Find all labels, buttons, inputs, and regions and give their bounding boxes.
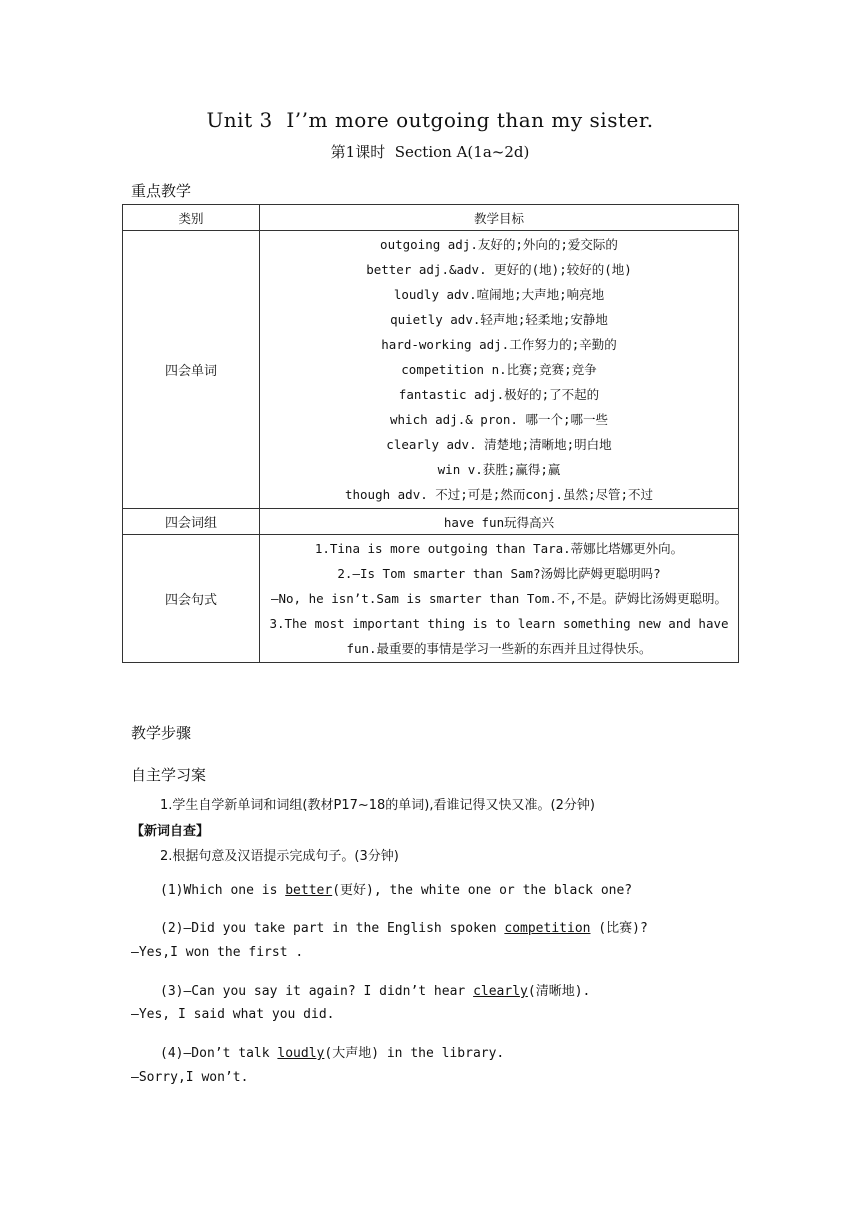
answer-blank: competition: [504, 921, 591, 936]
answer-blank: better: [285, 883, 333, 898]
sentence-item: —No, he isn’t.Sam is smarter than Tom.不,不是。萨姆比汤姆更聪明。: [270, 591, 727, 606]
sentence-item: 1.Tina is more outgoing than Tara.蒂娜比塔娜更外向。: [314, 541, 684, 556]
exercise-3-reply: —Yes, I said what you did.: [131, 1007, 335, 1022]
word-item: competition n.比赛;竞赛;竞争: [401, 362, 597, 377]
exercise-2: [160, 917, 648, 936]
phrases-value: have fun玩得高兴: [260, 509, 739, 535]
word-item: fantastic adj.极好的;了不起的: [398, 387, 600, 402]
word-item: loudly adv.喧闹地;大声地;响亮地: [393, 287, 605, 302]
word-item: win v.获胜;赢得;赢: [437, 462, 561, 477]
exercise-2-reply: —Yes,I won the first .: [131, 945, 304, 960]
words-row: [123, 231, 739, 509]
exercise-text: (4)—Don’t talk: [160, 1046, 278, 1061]
word-item: which adj.& pron. 哪一个;哪一些: [390, 412, 608, 427]
table-heading: 重点教学: [131, 182, 192, 200]
steps-heading: 教学步骤: [131, 724, 192, 742]
words-category: 四会单词: [123, 231, 260, 509]
exercise-text: (1)Which one is: [160, 883, 286, 898]
check-label: 【新词自查】: [131, 824, 210, 839]
exercise-text: (大声地) in the library.: [324, 1046, 505, 1061]
exercise-text: (2)—Did you take part in the English spoken: [160, 921, 505, 936]
sentence-item: 3.The most important thing is to learn something new and have fun.最重要的事情是学习一些新的东西并且过得快乐。: [269, 616, 729, 656]
word-item: quietly adv.轻声地;轻柔地;安静地: [390, 312, 608, 327]
instruction-2: 2.根据句意及汉语提示完成句子。(3分钟): [160, 849, 399, 864]
table-header-row: [123, 205, 739, 231]
word-item: outgoing adj.友好的;外向的;爱交际的: [380, 237, 618, 252]
exercise-1: [160, 879, 632, 898]
phrases-category: 四会词组: [123, 509, 260, 535]
phrases-row: [123, 509, 739, 535]
sentences-list: [260, 535, 739, 663]
self-study-heading: 自主学习案: [131, 766, 207, 784]
exercise-text: (清晰地).: [527, 984, 591, 999]
instruction-1: 1.学生自学新单词和词组(教材P17~18的单词),看谁记得又快又准。(2分钟): [160, 798, 595, 813]
answer-blank: loudly: [277, 1046, 325, 1061]
header-goals: 教学目标: [260, 205, 739, 231]
exercise-text: (3)—Can you say it again? I didn’t hear: [160, 984, 474, 999]
words-list: [260, 231, 739, 509]
word-item: though adv. 不过;可是;然而conj.虽然;尽管;不过: [344, 487, 654, 502]
exercise-3: [160, 980, 590, 999]
exercise-text: (比赛)?: [590, 921, 648, 936]
word-item: better adj.&adv. 更好的(地);较好的(地): [366, 262, 632, 277]
word-item: clearly adv. 清楚地;清晰地;明白地: [386, 437, 612, 452]
sentences-category: 四会句式: [123, 535, 260, 663]
exercise-4: [160, 1042, 504, 1061]
answer-blank: clearly: [473, 984, 528, 999]
exercise-text: (更好), the white one or the black one?: [332, 883, 633, 898]
sentence-item: 2.—Is Tom smarter than Sam?汤姆比萨姆更聪明吗?: [337, 566, 661, 581]
header-category: 类别: [123, 205, 260, 231]
lesson-subtitle: 第1课时 Section A(1a~2d): [330, 143, 530, 161]
teaching-goals-table: [122, 204, 739, 663]
word-item: hard-working adj.工作努力的;辛勤的: [381, 337, 617, 352]
lesson-title: Unit 3 I’’m more outgoing than my sister.: [206, 108, 654, 132]
exercise-4-reply: —Sorry,I won’t.: [131, 1070, 249, 1085]
sentences-row: [123, 535, 739, 663]
